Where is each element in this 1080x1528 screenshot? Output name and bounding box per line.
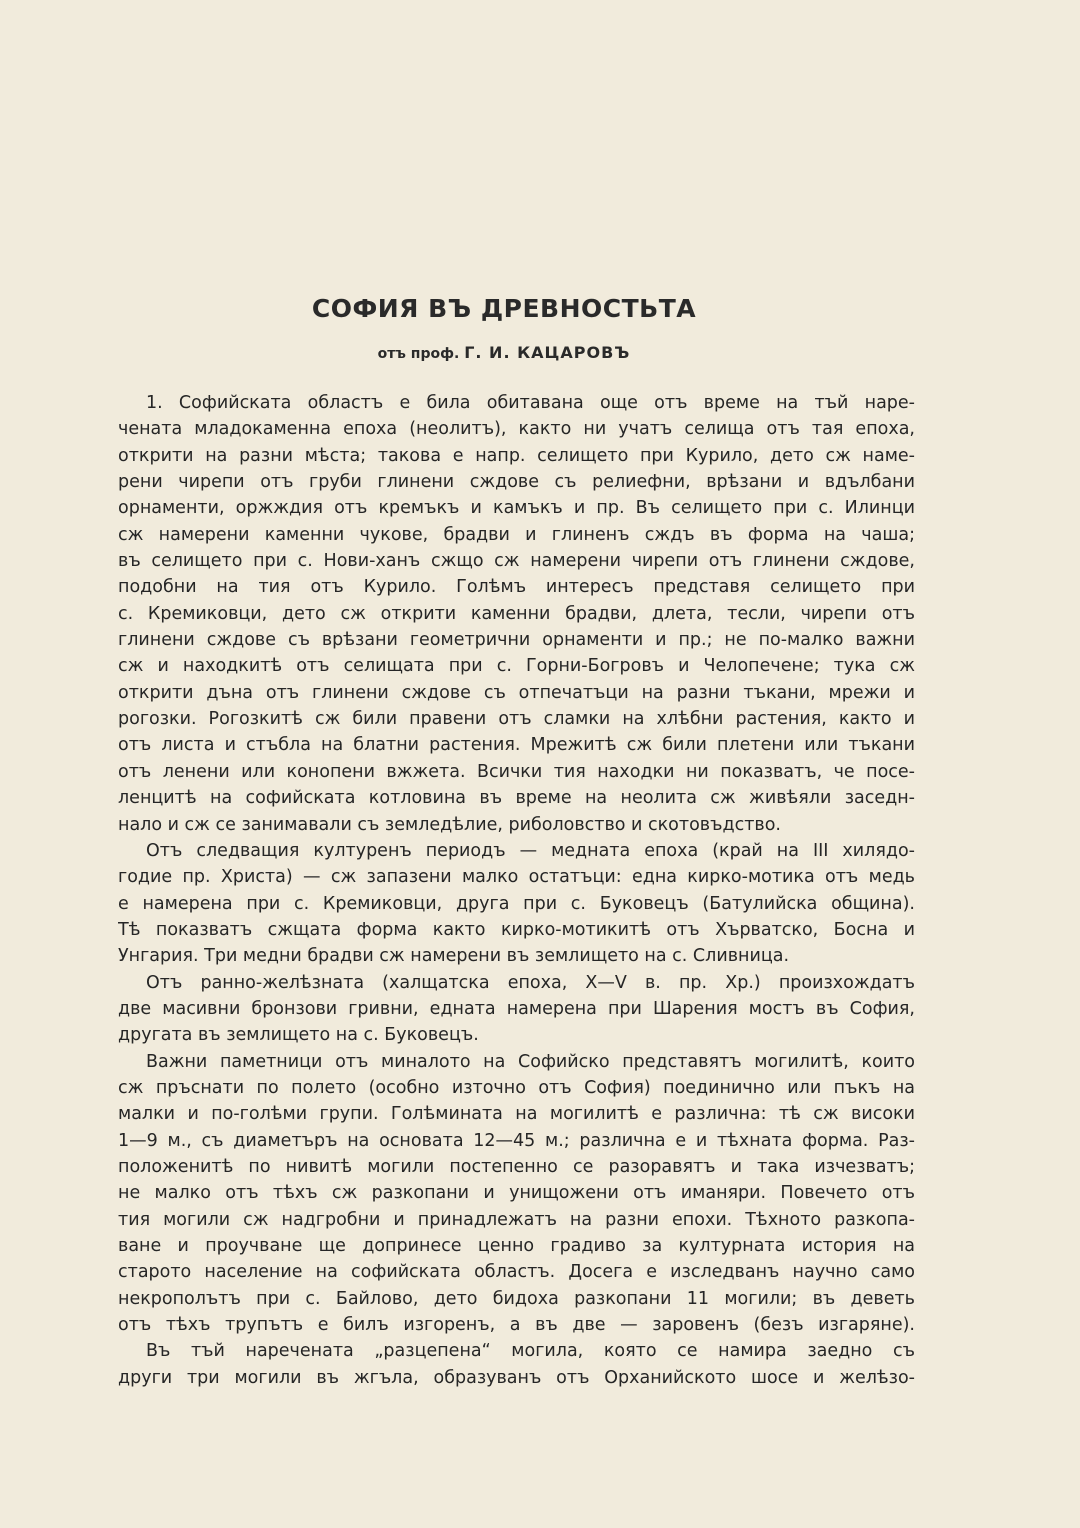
text-line: чената младокаменна епоха (неолитъ), както ни учатъ селища отъ тая епоха, [118, 419, 915, 440]
text-line: Тѣ показватъ сжщата форма както кирко-мотикитѣ отъ Хърватско, Босна и [118, 919, 915, 940]
text-line: годие пр. Христа) — сж запазени малко остатъци: една кирко-мотика отъ медь [118, 867, 915, 888]
text-line: Унгария. Три медни брадви сж намерени въ землището на с. Сливница. [118, 946, 790, 967]
text-line: Важни паметници отъ миналото на Софийско представятъ могилитѣ, които [146, 1051, 915, 1072]
text-line: рогозки. Рогозкитѣ сж били правени отъ сламки на хлѣбни растения, както и [118, 709, 915, 730]
author-prefix: отъ проф. [377, 346, 460, 362]
text-line: отъ ленени или конопени вжжета. Всички тия находки ни показватъ, че посе- [118, 761, 915, 782]
text-line: ване и проучване ще допринесе ценно градиво за културната история на [118, 1236, 915, 1256]
text-line: не малко отъ тѣхъ сж разкопани и унищожени отъ иманяри. Повечето отъ [118, 1183, 915, 1204]
text-line: отъ листа и стъбла на блатни растения. Мрежитѣ сж били плетени или тъкани [118, 735, 915, 756]
text-line: другата въ землището на с. Буковецъ. [118, 1025, 479, 1046]
text-line: други три могили въ жгъла, образуванъ отъ Орханийското шосе и желѣзо- [118, 1367, 915, 1388]
text-line: сж намерени каменни чукове, брадви и глиненъ сждъ въ форма на чаша; [118, 524, 915, 545]
text-line: открити на разни мѣста; такова е напр. селището при Курило, дето сж наме- [118, 445, 915, 466]
text-line: е намерена при с. Кремиковци, друга при с. Буковецъ (Батулийска община). [118, 893, 915, 914]
text-line: въ селището при с. Нови-ханъ сжщо сж намерени чирепи отъ глинени сждове, [118, 551, 915, 572]
author-name: Г. И. КАЦАРОВЪ [464, 343, 631, 362]
text-line: старото население на софийската областъ. Досега е изследванъ научно само [118, 1262, 915, 1283]
text-line: нало и сж се занимавали съ земледѣлие, риболовство и скотовъдство. [118, 814, 781, 835]
text-line: 1. Софийската областъ е била обитавана още отъ време на тъй наре- [146, 393, 915, 413]
text-line: 1—9 м., съ диаметъръ на основата 12—45 м.; различна е и тѣхната форма. Раз- [118, 1130, 915, 1151]
text-line: орнаменти, оржждия отъ кремъкъ и камъкъ и пр. Въ селището при с. Илинци [118, 498, 915, 519]
text-line: некрополътъ при с. Байлово, дето бидоха разкопани 11 могили; въ деветь [118, 1288, 915, 1309]
text-line: тия могили сж надгробни и принадлежатъ на разни епохи. Тѣхното разкопа- [118, 1209, 915, 1230]
text-line: ленцитѣ на софийската котловина въ време на неолита сж живѣяли заседн- [118, 788, 915, 809]
text-line: сж пръснати по полето (особно източно отъ София) поединично или пъкъ на [118, 1077, 915, 1098]
text-line: открити дъна отъ глинени сждове съ отпечатъци на разни тъкани, мрежи и [118, 682, 915, 703]
text-line: подобни на тия отъ Курило. Голѣмъ интересъ представя селището при [118, 577, 915, 598]
text-line: отъ тѣхъ трупътъ е билъ изгоренъ, а въ две — заровенъ (безъ изгаряне). [118, 1315, 915, 1336]
text-line: рени чирепи отъ груби глинени сждове съ релиефни, врѣзани и вдълбани [118, 472, 915, 493]
text-line: глинени сждове съ врѣзани геометрични орнаменти и пр.; не по-малко важни [118, 630, 915, 651]
text-line: сж и находкитѣ отъ селищата при с. Горни-Богровъ и Челопечене; тука сж [118, 656, 915, 677]
author-line [0, 343, 1008, 362]
text-line: Отъ ранно-желѣзната (халщатска епоха, X—V в. пр. Хр.) произхождатъ [146, 972, 915, 993]
text-line: две масивни бронзови гривни, едната намерена при Шарения мостъ въ София, [118, 998, 915, 1019]
article-body [118, 390, 915, 1391]
text-line: Въ тъй наречената „разцепена“ могила, която се намира заедно съ [146, 1341, 915, 1362]
text-line: положенитѣ по нивитѣ могили постепенно се разоравятъ и така изчезватъ; [118, 1156, 915, 1177]
page-title: СОФИЯ ВЪ ДРЕВНОСТЬТА [311, 294, 697, 323]
text-line: малки и по-голѣми групи. Голѣмината на могилитѣ е различна: тѣ сж високи [118, 1104, 915, 1125]
text-line: с. Кремиковци, дето сж открити каменни брадви, длета, тесли, чирепи отъ [118, 603, 915, 624]
text-line: Отъ следващия културенъ периодъ — медната епоха (край на III хилядо- [146, 840, 915, 861]
